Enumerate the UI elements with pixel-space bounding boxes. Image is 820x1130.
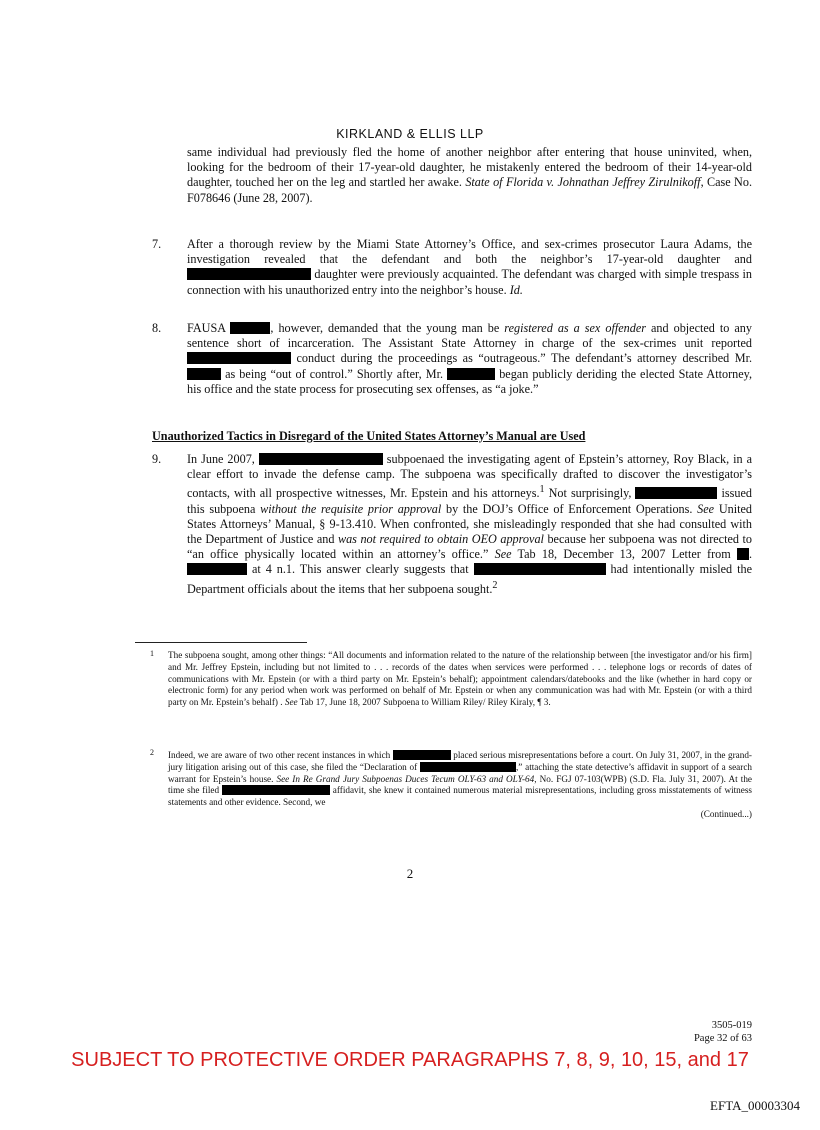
efta-number: EFTA_00003304 xyxy=(710,1098,800,1113)
paragraph-7-number: 7. xyxy=(152,237,162,251)
redaction-box xyxy=(187,563,247,575)
paragraph-9: In June 2007, subpoenaed the investigating agent of Epstein’s attorney, Roy Black, in a clear effort to invade the defense camp. The subpoena was specifically drafted to discover the investigator’s contacts, with all prospective witnesses, Mr. Epstein and his attorneys.$^1$ Not surprisingly, issued this subpoena without the requisite prior approval by the DOJ’s Office of Enforcement Operations. See United States Attorneys’ Manual, § 9-13.410. When confronted, she misleadingly responded that she had consulted with the Department of Justice and was not required to obtain OEO approval because her subpoena was not directed to “an office physically located within an attorney’s office.” See Tab 18, December 13, 2007 Letter from . at 4 n.1. This answer clearly suggests that had intentionally misled the Department officials about the items that her subpoena sought.$^2$ xyxy=(187,452,752,596)
footnote-2: Indeed, we are aware of two other recent instances in which placed serious misrepresentations before a court. On July 31, 2007, in the grand-jury litigation arising out of this case, she filed the “Declaration of ,” attaching the state detective’s affidavit in support of a search warrant for Epstein’s house. See In Re Grand Jury Subpoenas Duces Tecum OLY-63 and OLY-64, No. FGJ 07-103(WPB) (S.D. Fla. July 31, 2007). At the time she filed affidavit, she knew it contained numerous material misrepresentations, including gross misstatements of witness statements and other evidence. Second, we (Continued...) xyxy=(168,750,753,819)
paragraph-8: FAUSA , however, demanded that the young man be registered as a sex offender and objected to any sentence short of incarceration. The Assistant State Attorney in charge of the sex-crimes unit reported conduct during the proceedings as “outrageous.” The defendant’s attorney described Mr. as being “out of control.” Shortly after, Mr. began publicly deriding the elected State Attorney, his office and the state process for prosecuting sex offenses, as “a joke.” xyxy=(187,321,752,396)
redaction-box xyxy=(222,785,330,795)
footnote-divider xyxy=(135,642,307,643)
footnote-1: The subpoena sought, among other things: “All documents and information related to the nature of the relationship between [the investigator and/or his firm] and Mr. Jeffrey Epstein, including but not limited to . . . records of the dates when services were performed . . . telephone logs or records of dates of communications with Mr. Epstein (or with a third party on Mr. Epstein’s behalf); appointment calendars/datebooks and the like (whether in hard copy or electronic form) for any period when work was performed on behalf of Mr. Epstein or when any communication was had with Mr. Epstein (or with a third party on Mr. Epstein’s behalf) . See Tab 17, June 18, 2007 Subpoena to William Riley/ Riley Kiraly, ¶ 3. xyxy=(168,650,752,708)
paragraph-continuation: same individual had previously fled the home of another neighbor after entering that house uninvited, when, looking for the bedroom of their 17-year-old daughter, he mistakenly entered the bedroom of their 14-year-old daughter, touched her on the leg and startled her awake. State of Florida v. Johnathan Jeffrey Zirulnikoff, Case No. F078646 (June 28, 2007). xyxy=(187,145,753,205)
redaction-box xyxy=(635,487,717,499)
redaction-box xyxy=(447,368,495,380)
firm-header: KIRKLAND & ELLIS LLP xyxy=(336,127,484,141)
footnote-ref-1: 1 xyxy=(539,484,545,496)
redaction-box xyxy=(187,268,311,280)
paragraph-9-number: 9. xyxy=(152,452,162,466)
redaction-box xyxy=(393,750,451,760)
redaction-box xyxy=(420,762,516,772)
protective-order-notice: SUBJECT TO PROTECTIVE ORDER PARAGRAPHS 7, 8, 9, 10, 15, and 17 xyxy=(71,1049,749,1071)
continued-marker: (Continued...) xyxy=(700,808,752,819)
redaction-box xyxy=(474,563,606,575)
paragraph-7: After a thorough review by the Miami State Attorney’s Office, and sex-crimes prosecutor Laura Adams, the investigation revealed that the defendant and both the neighbor’s 17-year-old daughter and daughter were previously acquainted. The defendant was charged with simple trespass in connection with his unauthorized entry into the neighbor’s house. Id. xyxy=(187,237,752,297)
footnote-ref-2: 2 xyxy=(492,579,498,591)
section-heading: Unauthorized Tactics in Disregard of the United States Attorney’s Manual are Used xyxy=(152,429,586,443)
redaction-box xyxy=(230,322,270,334)
redaction-box xyxy=(187,368,221,380)
redaction-box xyxy=(259,453,383,465)
paragraph-8-number: 8. xyxy=(152,321,162,335)
footnote-1-number: 1 xyxy=(150,649,154,658)
redaction-box xyxy=(187,352,291,364)
redaction-box xyxy=(737,548,749,560)
page-number: 2 xyxy=(406,866,414,881)
footnote-2-number: 2 xyxy=(150,748,154,757)
bates-stamp: 3505-019 Page 32 of 63 xyxy=(693,1020,752,1044)
